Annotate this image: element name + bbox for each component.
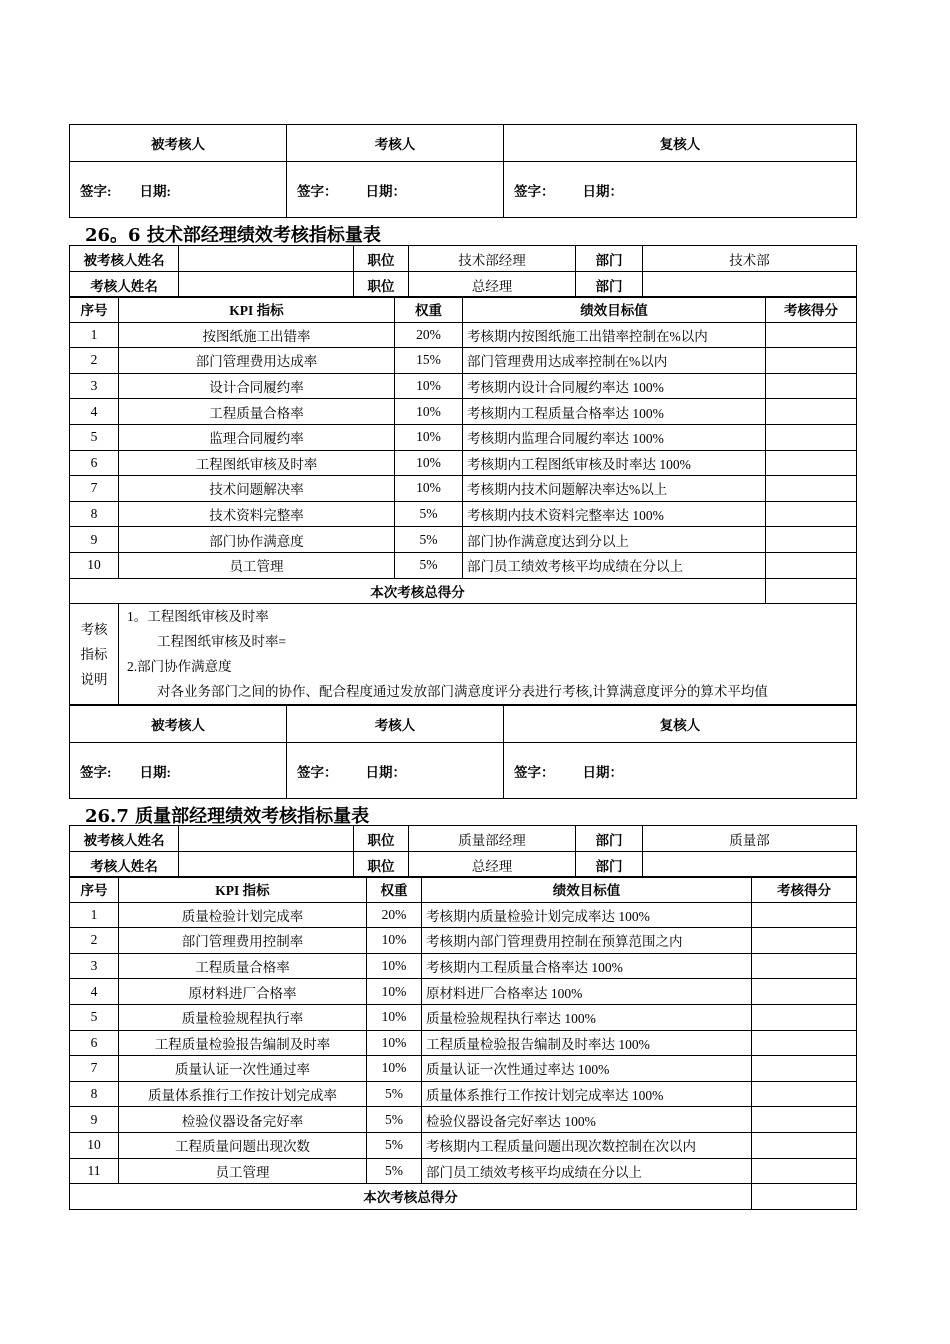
score-cell[interactable]	[752, 928, 857, 954]
row-target: 部门员工绩效考核平均成绩在分以上	[422, 1158, 752, 1184]
reviewer-dept-value	[643, 272, 857, 298]
rechecker-sign-cell[interactable]	[504, 162, 857, 218]
date-label: 日期:	[139, 764, 171, 780]
row-weight: 10%	[395, 476, 463, 502]
row-target: 考核期内工程质量合格率达 100%	[463, 399, 766, 425]
score-cell[interactable]	[766, 399, 857, 425]
row-target: 考核期内技术问题解决率达%以上	[463, 476, 766, 502]
row-weight: 5%	[367, 1107, 422, 1133]
col-header-kpi: KPI 指标	[119, 297, 395, 323]
score-cell[interactable]	[752, 1132, 857, 1158]
table-row	[70, 928, 857, 954]
row-kpi: 部门管理费用控制率	[119, 928, 367, 954]
row-kpi: 检验仪器设备完好率	[119, 1107, 367, 1133]
row-kpi: 技术资料完整率	[119, 501, 395, 527]
score-cell[interactable]	[766, 348, 857, 374]
row-kpi: 质量认证一次性通过率	[119, 1056, 367, 1082]
table-row	[70, 1004, 857, 1030]
total-score-cell[interactable]	[752, 1184, 857, 1210]
row-target: 部门员工绩效考核平均成绩在分以上	[463, 552, 766, 578]
row-weight: 10%	[367, 1030, 422, 1056]
row-kpi: 部门协作满意度	[119, 527, 395, 553]
row-weight: 5%	[367, 1158, 422, 1184]
row-weight: 20%	[395, 322, 463, 348]
score-cell[interactable]	[752, 1030, 857, 1056]
table-row	[70, 979, 857, 1005]
row-no: 5	[70, 1004, 119, 1030]
row-weight: 5%	[367, 1132, 422, 1158]
row-kpi: 工程质量问题出现次数	[119, 1132, 367, 1158]
row-target: 工程质量检验报告编制及时率达 100%	[422, 1030, 752, 1056]
reviewee-header: 被考核人	[70, 125, 287, 162]
position-label: 职位	[354, 852, 409, 878]
reviewer-position-value: 总经理	[409, 272, 576, 298]
reviewee-dept-value: 质量部	[643, 826, 857, 852]
row-kpi: 质量检验规程执行率	[119, 1004, 367, 1030]
row-weight: 20%	[367, 902, 422, 928]
score-cell[interactable]	[766, 501, 857, 527]
score-cell[interactable]	[752, 1081, 857, 1107]
row-no: 6	[70, 450, 119, 476]
total-score-cell[interactable]	[766, 578, 857, 604]
row-no: 8	[70, 1081, 119, 1107]
row-target: 质量体系推行工作按计划完成率达 100%	[422, 1081, 752, 1107]
row-kpi: 工程质量合格率	[119, 399, 395, 425]
note-line: 工程图纸审核及时率=	[157, 634, 287, 650]
row-weight: 10%	[395, 450, 463, 476]
sign-label: 签字：	[297, 764, 338, 780]
row-no: 4	[70, 979, 119, 1005]
score-cell[interactable]	[752, 1107, 857, 1133]
reviewer-sign-cell[interactable]	[287, 743, 504, 799]
reviewer-name-label: 考核人姓名	[70, 852, 179, 878]
row-no: 3	[70, 953, 119, 979]
reviewer-dept-value	[643, 852, 857, 878]
dept-label: 部门	[576, 246, 643, 272]
row-weight: 5%	[367, 1081, 422, 1107]
reviewee-sign-cell[interactable]	[70, 162, 287, 218]
row-weight: 10%	[367, 979, 422, 1005]
row-no: 8	[70, 501, 119, 527]
notes-label-line: 指标	[80, 646, 108, 662]
row-kpi: 工程图纸审核及时率	[119, 450, 395, 476]
section-title-tech: 26。6 技术部经理绩效考核指标量表	[85, 225, 381, 246]
row-kpi: 员工管理	[119, 552, 395, 578]
row-no: 1	[70, 322, 119, 348]
col-header-no: 序号	[70, 297, 119, 323]
row-no: 2	[70, 928, 119, 954]
col-header-target: 绩效目标值	[463, 297, 766, 323]
score-cell[interactable]	[752, 902, 857, 928]
reviewee-name-field[interactable]	[179, 246, 354, 272]
note-line: 1。工程图纸审核及时率	[127, 609, 269, 625]
col-header-no: 序号	[70, 877, 119, 903]
info-table-quality	[69, 825, 857, 878]
row-target: 考核期内工程图纸审核及时率达 100%	[463, 450, 766, 476]
table-row	[70, 1158, 857, 1184]
col-header-weight: 权重	[367, 877, 422, 903]
reviewer-position-value: 总经理	[409, 852, 576, 878]
table-row	[70, 552, 857, 578]
info-table-tech	[69, 245, 857, 298]
dept-label: 部门	[576, 272, 643, 298]
row-kpi: 按图纸施工出错率	[119, 322, 395, 348]
table-row	[70, 902, 857, 928]
row-weight: 5%	[395, 501, 463, 527]
reviewer-name-field[interactable]	[179, 272, 354, 298]
row-target: 考核期内工程质量合格率达 100%	[422, 953, 752, 979]
table-row	[70, 348, 857, 374]
col-header-kpi: KPI 指标	[119, 877, 367, 903]
row-target: 考核期内按图纸施工出错率控制在%以内	[463, 322, 766, 348]
signoff-table-top	[69, 124, 857, 218]
kpi-table-quality	[69, 876, 857, 1210]
position-label: 职位	[354, 272, 409, 298]
total-score-label: 本次考核总得分	[70, 1184, 752, 1210]
table-row	[70, 1030, 857, 1056]
sign-label: 签字：	[514, 183, 555, 199]
row-no: 1	[70, 902, 119, 928]
position-label: 职位	[354, 826, 409, 852]
row-weight: 10%	[395, 424, 463, 450]
sign-label: 签字:	[80, 183, 112, 199]
row-no: 5	[70, 424, 119, 450]
row-target: 部门协作满意度达到分以上	[463, 527, 766, 553]
row-kpi: 质量体系推行工作按计划完成率	[119, 1081, 367, 1107]
reviewee-dept-value: 技术部	[643, 246, 857, 272]
reviewer-header: 考核人	[287, 125, 504, 162]
score-cell[interactable]	[766, 552, 857, 578]
reviewer-name-field[interactable]	[179, 852, 354, 878]
table-row	[70, 450, 857, 476]
notes-label-line: 考核	[80, 621, 108, 637]
table-row	[70, 399, 857, 425]
reviewer-name-label: 考核人姓名	[70, 272, 179, 298]
table-row	[70, 1132, 857, 1158]
reviewee-name-field[interactable]	[179, 826, 354, 852]
row-target: 考核期内技术资料完整率达 100%	[463, 501, 766, 527]
date-label: 日期:	[139, 183, 171, 199]
sign-label: 签字:	[80, 764, 112, 780]
reviewee-position-value: 质量部经理	[409, 826, 576, 852]
note-line: 2.部门协作满意度	[127, 659, 232, 675]
notes-body	[119, 604, 857, 705]
score-cell[interactable]	[752, 1004, 857, 1030]
score-cell[interactable]	[752, 979, 857, 1005]
row-kpi: 工程质量合格率	[119, 953, 367, 979]
row-target: 考核期内工程质量问题出现次数控制在次以内	[422, 1132, 752, 1158]
row-weight: 5%	[395, 552, 463, 578]
row-no: 11	[70, 1158, 119, 1184]
table-row	[70, 1081, 857, 1107]
reviewee-header: 被考核人	[70, 706, 287, 743]
row-weight: 15%	[395, 348, 463, 374]
score-cell[interactable]	[752, 1158, 857, 1184]
table-row	[70, 476, 857, 502]
kpi-table-tech	[69, 296, 857, 705]
table-row	[70, 527, 857, 553]
row-kpi: 原材料进厂合格率	[119, 979, 367, 1005]
table-row	[70, 953, 857, 979]
row-no: 6	[70, 1030, 119, 1056]
row-no: 9	[70, 1107, 119, 1133]
rechecker-header: 复核人	[504, 706, 857, 743]
sign-label: 签字：	[514, 764, 555, 780]
table-row	[70, 322, 857, 348]
sign-label: 签字：	[297, 183, 338, 199]
row-weight: 10%	[367, 1056, 422, 1082]
table-row	[70, 1107, 857, 1133]
row-target: 原材料进厂合格率达 100%	[422, 979, 752, 1005]
row-weight: 10%	[367, 953, 422, 979]
score-cell[interactable]	[766, 476, 857, 502]
rechecker-sign-cell[interactable]	[504, 743, 857, 799]
col-header-target: 绩效目标值	[422, 877, 752, 903]
score-cell[interactable]	[766, 322, 857, 348]
row-target: 部门管理费用达成率控制在%以内	[463, 348, 766, 374]
dept-label: 部门	[576, 826, 643, 852]
reviewee-name-label: 被考核人姓名	[70, 246, 179, 272]
total-score-label: 本次考核总得分	[70, 578, 766, 604]
row-no: 7	[70, 476, 119, 502]
row-kpi: 技术问题解决率	[119, 476, 395, 502]
row-target: 检验仪器设备完好率达 100%	[422, 1107, 752, 1133]
reviewee-sign-cell[interactable]	[70, 743, 287, 799]
row-kpi: 工程质量检验报告编制及时率	[119, 1030, 367, 1056]
table-row	[70, 373, 857, 399]
note-line: 对各业务部门之间的协作、配合程度通过发放部门满意度评分表进行考核,计算满意度评分的算术平均值	[157, 684, 768, 700]
row-target: 考核期内质量检验计划完成率达 100%	[422, 902, 752, 928]
table-row	[70, 1056, 857, 1082]
date-label: 日期：	[582, 183, 623, 199]
date-label: 日期：	[365, 183, 406, 199]
score-cell[interactable]	[766, 373, 857, 399]
score-cell[interactable]	[752, 953, 857, 979]
row-target: 考核期内监理合同履约率达 100%	[463, 424, 766, 450]
row-target: 考核期内部门管理费用控制在预算范围之内	[422, 928, 752, 954]
row-weight: 5%	[395, 527, 463, 553]
date-label: 日期：	[582, 764, 623, 780]
section-title-quality: 26.7 质量部经理绩效考核指标量表	[85, 806, 370, 827]
row-no: 7	[70, 1056, 119, 1082]
reviewee-position-value: 技术部经理	[409, 246, 576, 272]
signoff-table-tech	[69, 705, 857, 799]
row-no: 10	[70, 1132, 119, 1158]
row-target: 质量认证一次性通过率达 100%	[422, 1056, 752, 1082]
row-no: 10	[70, 552, 119, 578]
row-no: 3	[70, 373, 119, 399]
rechecker-header: 复核人	[504, 125, 857, 162]
row-no: 9	[70, 527, 119, 553]
col-header-score: 考核得分	[752, 877, 857, 903]
row-weight: 10%	[395, 399, 463, 425]
score-cell[interactable]	[766, 527, 857, 553]
dept-label: 部门	[576, 852, 643, 878]
reviewer-header: 考核人	[287, 706, 504, 743]
row-kpi: 设计合同履约率	[119, 373, 395, 399]
col-header-weight: 权重	[395, 297, 463, 323]
row-kpi: 质量检验计划完成率	[119, 902, 367, 928]
score-cell[interactable]	[766, 424, 857, 450]
score-cell[interactable]	[752, 1056, 857, 1082]
row-target: 质量检验规程执行率达 100%	[422, 1004, 752, 1030]
row-weight: 10%	[367, 1004, 422, 1030]
notes-label-line: 说明	[80, 671, 108, 687]
row-weight: 10%	[395, 373, 463, 399]
row-no: 2	[70, 348, 119, 374]
row-kpi: 员工管理	[119, 1158, 367, 1184]
reviewee-name-label: 被考核人姓名	[70, 826, 179, 852]
score-cell[interactable]	[766, 450, 857, 476]
row-no: 4	[70, 399, 119, 425]
notes-label	[70, 604, 119, 705]
row-target: 考核期内设计合同履约率达 100%	[463, 373, 766, 399]
table-row	[70, 501, 857, 527]
row-weight: 10%	[367, 928, 422, 954]
col-header-score: 考核得分	[766, 297, 857, 323]
reviewer-sign-cell[interactable]	[287, 162, 504, 218]
table-row	[70, 424, 857, 450]
row-kpi: 部门管理费用达成率	[119, 348, 395, 374]
date-label: 日期：	[365, 764, 406, 780]
row-kpi: 监理合同履约率	[119, 424, 395, 450]
position-label: 职位	[354, 246, 409, 272]
